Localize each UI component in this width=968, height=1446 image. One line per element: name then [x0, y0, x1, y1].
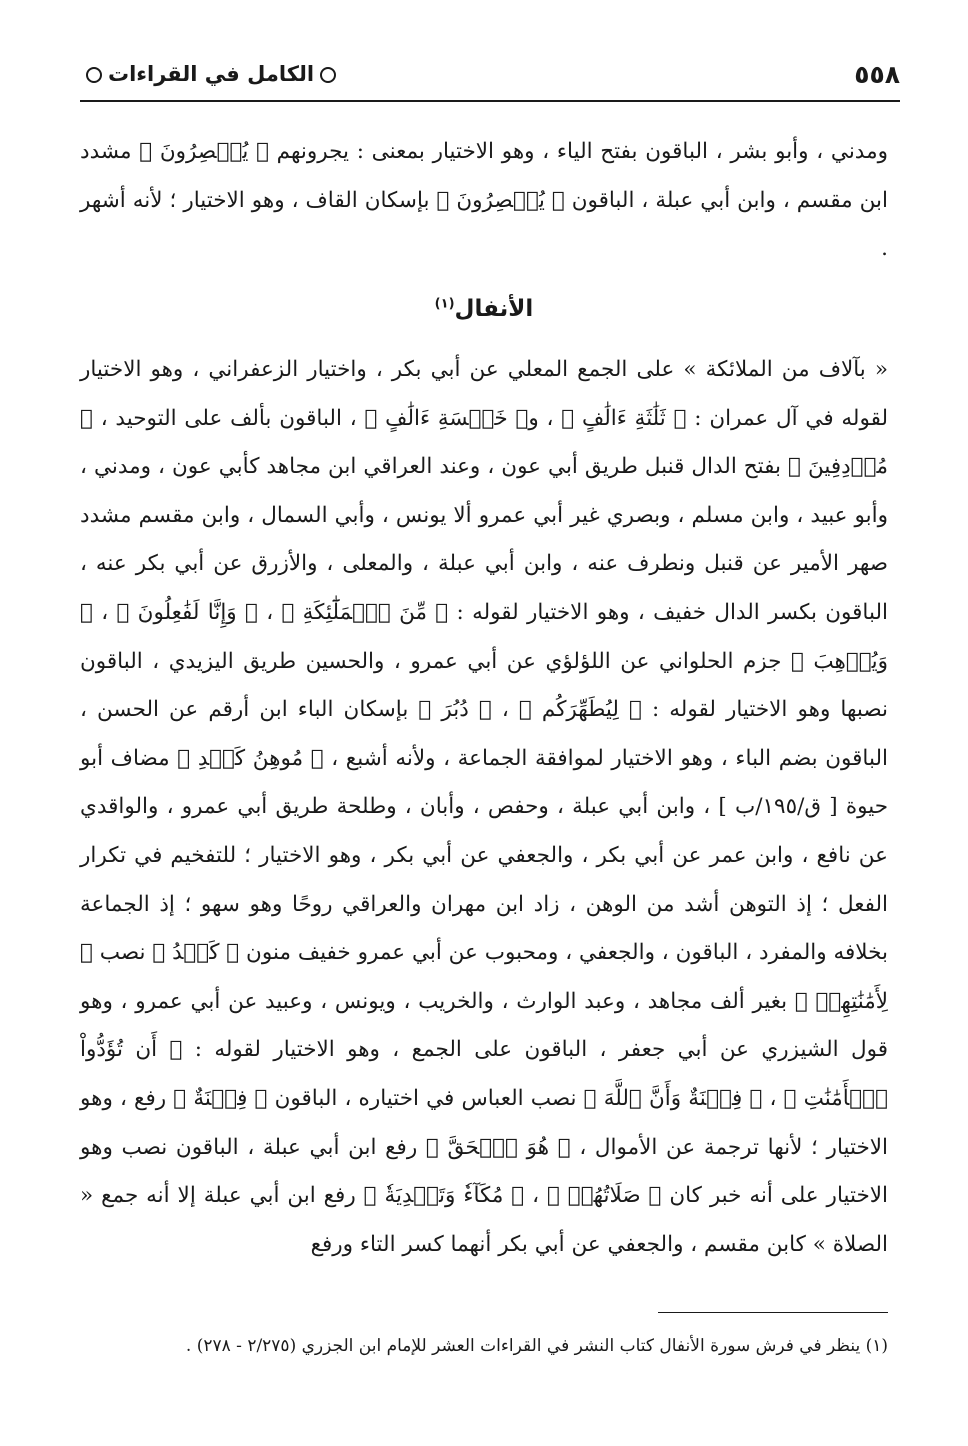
footnote-marker: (١)	[434, 296, 455, 312]
book-title: الكامل في القراءات	[108, 62, 315, 86]
footnote: (١) ينظر في فرش سورة الأنفال كتاب النشر في القراءات العشر للإمام ابن الجزري (٢/٢٧٥ - ٢٧٨) .	[185, 1336, 888, 1356]
circle-ornament-icon	[86, 67, 102, 83]
running-title	[80, 62, 342, 86]
paragraph-text: « بآلاف من الملائكة » على الجمع المعلي عن أبي بكر ، واختيار الزعفراني ، وهو الاختيار لقوله في آل عمران : ﴿ ثَلَٰثَةِ ءَالَٰفٍ ﴾ ، و﴿ خَمۡسَةِ ءَالَٰفٍ ﴾ ، الباقون بألف على التوحيد ، ﴿ مُرۡدِفِينَ ﴾ بفتح الدال قنبل طريق أبي عون ، وعند العراقي ابن مجاهد كأبي عون ، ومدني ، وأبو عبيد ، وابن مسلم ، وبصري غير أبي عمرو ألا يونس ، وأبي السمال ، وابن مقسم مشدد صهر الأمير عن قنبل ونطرف عنه ، وابن أبي عبلة ، والمعلى ، والأزرق عن أبي بكر عنه ، الباقون بكسر الدال خفيف ، وهو الاختيار لقوله : ﴿ مِّنَ ٱلۡمَلَٰٓئِكَةِ ﴾ ، ﴿ وَإِنَّا لَفَٰعِلُونَ ﴾ ، ﴿ وَيُذۡهِبَ ﴾ جزم الحلواني عن اللؤلؤي عن أبي عمرو ، والحسين طريق اليزيدي ، الباقون نصبها وهو الاختيار لقوله : ﴿ لِيُطَهِّرَكُم ﴾ ، ﴿ دُبُرَ ﴾ بإسكان الباء ابن أرقم عن الحسن ، الباقون بضم الباء ، وهو الاختيار لموافقة الجماعة ، ولأنه أشبع ، ﴿ مُوهِنُ كَيۡدِ ﴾ مضاف أبو حيوة [ ق/١٩٥/ب ] ، وابن أبي عبلة ، وحفص ، وأبان ، وطلحة طريق أبي عمرو ، والواقدي عن نافع ، وابن عمر عن أبي بكر ، والجعفي عن أبي بكر ، وهو الاختيار ؛ للتفخيم في تكرار الفعل ؛ إذ التوهن أشد من الوهن ، زاد ابن مهران والعراقي روحًا وهو سهو ؛ إذ الجماعة بخلافه والمفرد ، الباقون ، والجعفي ، ومحبوب عن أبي عمرو خفيف منون ﴿ كَيۡدُ ﴾ نصب ﴿ لِأَمَٰنَٰتِهِمۡ ﴾ بغير ألف مجاهد ، وعبد الوارث ، والخريب ، ويونس ، وعبيد عن أبي عمرو ، وهو قول الشيزري عن أبي جعفر ، الباقون على الجمع ، وهو الاختيار لقوله : ﴿ أَن تُؤَدُّواْ ٱلۡأَمَٰنَٰتِ ﴾ ، ﴿ فِتۡنَةٌ وَأَنَّ ٱللَّهَ ﴾ نصب العباس في اختياره ، الباقون ﴿ فِتۡنَةٌ ﴾ رفع ، وهو الاختيار ؛ لأنها ترجمة عن الأموال ، ﴿ هُوَ ٱلۡحَقَّ ﴾ رفع ابن أبي عبلة ، الباقون نصب وهو الاختيار على أنه خبر كان ﴿ صَلَاتُهُمۡ ﴾ ، ﴿ مُكَآءٗ وَتَصۡدِيَةٗ ﴾ رفع ابن أبي عبلة إلا أنه جمع « الصلاة » كابن مقسم ، والجعفي عن أبي بكر أنهما كسر التاء ورفع	[80, 357, 888, 1257]
paragraph-text: ومدني ، وأبو بشر ، الباقون بفتح الياء ، وهو الاختيار بمعنى : يجرونهم ﴿ يُقۡصِرُونَ ﴾ مشدد ابن مقسم ، وابن أبي عبلة ، الباقون ﴿ يُقۡصِرُونَ ﴾ بإسكان القاف ، وهو الاختيار ؛ لأنه أشهر .	[80, 139, 888, 262]
running-header	[80, 58, 900, 98]
body-paragraph-main	[80, 346, 888, 1269]
footnote-rule	[658, 1312, 888, 1313]
page-number: ٥٥٨	[854, 60, 900, 89]
body-paragraph-top	[80, 128, 888, 274]
section-heading	[80, 296, 888, 322]
header-rule	[80, 100, 900, 102]
section-title: الأنفال	[454, 296, 534, 322]
circle-ornament-icon	[320, 67, 336, 83]
